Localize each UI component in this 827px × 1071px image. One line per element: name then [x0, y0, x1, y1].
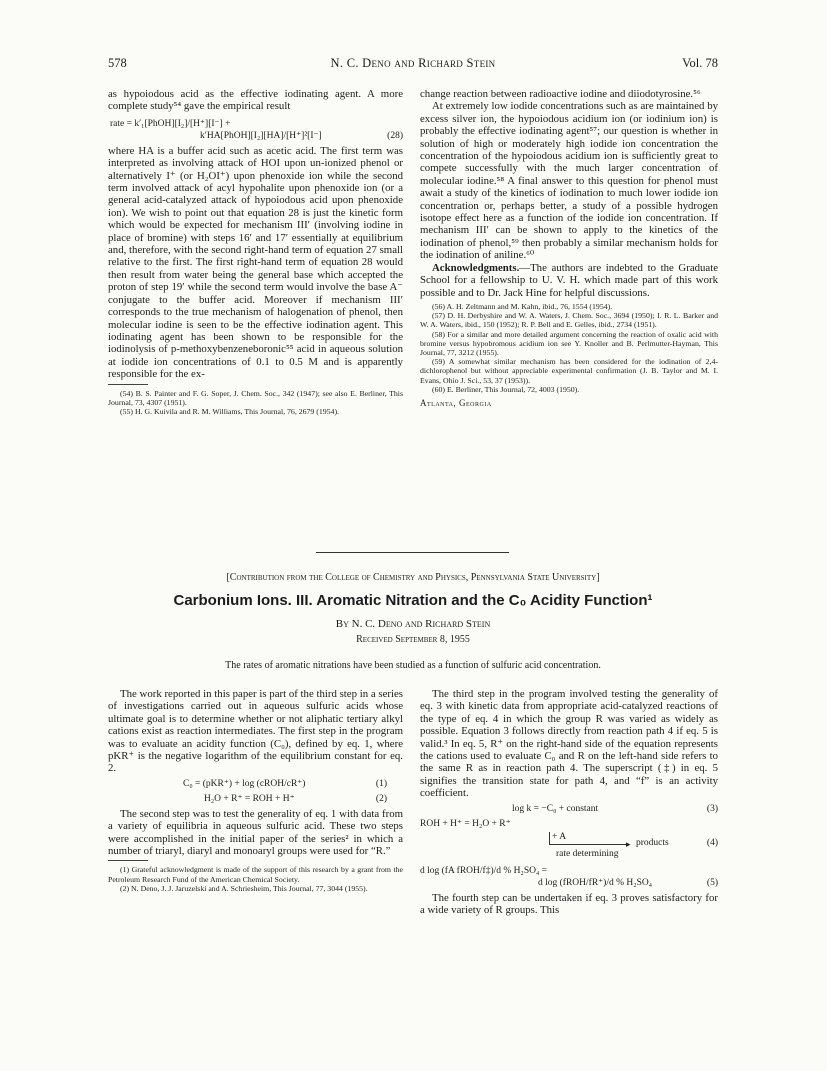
paragraph: where HA is a buffer acid such as acetic acid. The first term was interpreted as involving attack of HOI upon un-ionized phenol or alternatively I⁺ (or H₂OI⁺) upon phenoxide ion while the second term involved attack of acyl hypohalite upon phenoxide ion (or a general acid-catalyzed attack of hypoiodous acid upon phenoxide ion). We wish to point out that equation 28 is just the kinetic form which would be expected for mechanism III′ (involving iodine in place of bromine) with steps 16′ and 17′ essentially at equilibrium and, therefore, with the second right-hand term of equation 27 small relative to the first. The first right-hand term of equation 28 would then result from water being the general base which accepted the proton of step 19′ while the second term would involve the base A⁻ conjugate to the buffer acid. Moreover if mechanism III′ corresponds to the true mechanism of halogenation of phenol, then molecular iodine is seen to be the effective iodination agent. This iodinating agent has been shown to be responsible for the iodinolysis of p-methoxybenzeneboronic⁵⁵ acid in aqueous solution at iodide ion concentrations of 0.1 to 0.5 M and is apparently responsible for the ex-	[108, 144, 403, 381]
paragraph: The fourth step can be undertaken if eq. 3 proves satisfactory for a wide variety of R groups. This	[420, 891, 718, 917]
equation-number: (5)	[706, 877, 718, 888]
rate-determining-label: rate determining	[556, 848, 619, 859]
reaction-arrow-stem	[549, 832, 550, 844]
equation-28	[108, 118, 403, 142]
section-divider	[316, 552, 509, 553]
footnote: (57) D. H. Derbyshire and W. A. Waters, J. Chem. Soc., 3694 (1950); I. R. L. Barker and W. A. Waters, ibid., 150 (1952); R. P. Bell and E. Gelles, ibid., 2734 (1951).	[420, 311, 718, 330]
equation-number: (3)	[706, 803, 718, 814]
paragraph: At extremely low iodide concentrations such as are maintained by excess silver ion, the hypoiodous acidium ion (or iodinium ion) is probably the effective iodinating agent⁵⁷; our question is whether in solution of high or moderately high iodide ion concentration the concentration of the hypoiodous acidium ion is sufficiently great to compete successfully with the much larger concentration of molecular iodine.⁵⁸ A final answer to this question for phenol must await a study of the kinetics of iodination to much lower iodide ion concentration or, perhaps better, a study of a possible hydrogen isotope effect here as a function of the iodide ion concentration. If mechanism III′ can be shown to apply to the kinetics of the iodination of phenol,⁵⁹ then probably a similar mechanism holds for the iodination of aniline.⁶⁰	[420, 100, 718, 262]
bottom-left-column	[108, 688, 403, 893]
equation-1	[108, 778, 403, 790]
paragraph: as hypoiodous acid as the effective iodinating agent. A more complete study⁵⁴ gave the empirical result	[108, 88, 403, 113]
top-right-column	[420, 88, 718, 409]
top-left-column	[108, 88, 403, 416]
products-label: products	[636, 837, 669, 848]
footnote: (56) A. H. Zeltmann and M. Kahn, ibid., 76, 1554 (1954).	[432, 301, 613, 311]
equation-line: H₂O + R⁺ = ROH + H⁺	[204, 793, 295, 804]
byline: By N. C. Deno and Richard Stein	[335, 618, 491, 630]
paragraph: The second step was to test the generality of eq. 1 with data from a variety of equilibria in aqueous sulfuric acid. These two steps were accomplished in the initial paper of the series² in which a number of triaryl, diaryl and monoaryl groups were used for “R.”	[108, 807, 403, 858]
footnote: (58) For a similar and more detailed argument concerning the reaction of oxalic acid with bromine versus hypobromous acidium ion see Y. Knoller and B. Perlmutter-Hayman, This Journal, 77, 3212 (1955).	[420, 329, 718, 357]
footnote: (54) B. S. Painter and F. G. Soper, J. Chem. Soc., 342 (1947); see also E. Berliner, This Journal, 73, 4307 (1951).	[108, 388, 403, 407]
equation-4	[420, 818, 718, 862]
equation-line: C₀ = (pKR⁺) + log (cROH/cR⁺)	[183, 778, 306, 789]
footnote: (59) A somewhat similar mechanism has been considered for the iodination of 2,4-dichlorophenol but without appreciable experimental confirmation (J. B. Taylor and M. I. Evans, Ohio J. Sci., 53, 37 (1953)).	[420, 357, 718, 385]
footnote: (1) Grateful acknowledgment is made of the support of this research by a grant from the Petroleum Research Fund of the American Chemical Society.	[108, 865, 403, 884]
reaction-arrow-line	[549, 844, 629, 845]
page-number: 578	[108, 56, 127, 70]
running-authors: N. C. Deno and Richard Stein	[330, 56, 496, 70]
abstract: The rates of aromatic nitrations have been studied as a function of sulfuric acid concentration.	[225, 660, 601, 671]
paragraph: The work reported in this paper is part of the third step in a series of investigations carried out in aqueous sulfuric acids whose ultimate goal is to determine whether or not aliphatic tertiary alkyl cations exist as reaction intermediates. The first step in the program was to evaluate an acidity function (C₀), defined by eq. 1, where pKR⁺ is the negative logarithm of the equilibrium constant for eq. 2.	[108, 688, 403, 775]
paragraph: The third step in the program involved testing the generality of eq. 3 with kinetic data from appropriate acid-catalyzed reactions of the type of eq. 4 in which the group R was varied as widely as possible. Equation 3 follows directly from reaction path 4 if eq. 5 is valid.³ In eq. 5, R⁺ on the right-hand side of the equation represents the cations used to evaluate C₀ and R on the left-hand side refers to the same R as in reaction path 4. The superscript (‡) in eq. 5 signifies the transition state for path 4, and “f” is an activity coefficient.	[420, 688, 718, 800]
paragraph: change reaction between radioactive iodine and diiodotyrosine.⁵⁶	[420, 88, 701, 100]
contribution-line: [Contribution from the College of Chemistry and Physics, Pennsylvania State University]	[226, 572, 600, 583]
page-header	[108, 56, 718, 76]
equation-5	[420, 865, 718, 889]
equation-number: (2)	[375, 793, 387, 804]
equation-number: (1)	[375, 778, 387, 789]
equation-line: k′HA[PhOH][I₂][HA]/[H⁺]²[I⁻]	[200, 130, 322, 141]
footnote: (2) N. Deno, J. J. Jaruzelski and A. Schriesheim, This Journal, 77, 3044 (1955).	[120, 883, 368, 893]
equation-line: ROH + H⁺ = H₂O + R⁺	[420, 818, 511, 829]
equation-number: (4)	[706, 837, 718, 848]
equation-line: rate = k′₁[PhOH][I₂]/[H⁺][I⁻] +	[110, 118, 231, 129]
equation-line: log k = −C₀ + constant	[512, 803, 599, 814]
volume-label: Vol. 78	[682, 56, 718, 70]
arrow-head-icon: ▸	[626, 838, 631, 849]
acknowledgments-text: —The authors are indebted to the Graduate School for a fellowship to U. V. H. which made part of this work possible and to Dr. Jack Hine for helpful discussions.	[420, 261, 718, 299]
reagent-label: + A	[552, 831, 567, 842]
bottom-right-column	[420, 688, 718, 916]
location: Atlanta, Georgia	[420, 397, 492, 408]
footnote-divider	[108, 860, 148, 861]
acknowledgments-heading: Acknowledgments.	[432, 261, 520, 274]
footnote-divider	[108, 384, 148, 385]
equation-number: (28)	[387, 130, 403, 141]
received-date: Received September 8, 1955	[356, 634, 470, 645]
footnote: (60) E. Berliner, This Journal, 72, 4003 (1950).	[432, 384, 580, 394]
equation-3	[420, 803, 718, 815]
equation-line: d log (fROH/fR⁺)/d % H₂SO₄	[538, 877, 653, 888]
equation-line: d log (fA fROH/f‡)/d % H₂SO₄ =	[420, 865, 548, 876]
equation-2	[108, 793, 403, 805]
footnote: (55) H. G. Kuivila and R. M. Williams, This Journal, 76, 2679 (1954).	[120, 406, 339, 416]
article-title: Carbonium Ions. III. Aromatic Nitration and the C₀ Acidity Function¹	[173, 592, 653, 609]
